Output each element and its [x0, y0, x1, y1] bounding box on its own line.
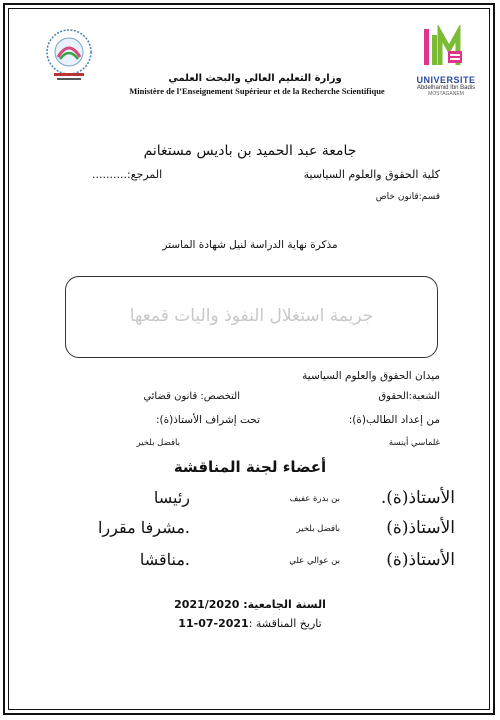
defense-date-label: تاريخ المناقشة : — [248, 617, 322, 630]
university-name: جامعة عبد الحميد بن باديس مستغانم — [143, 143, 357, 159]
committee-member-name: بن عوالي علي — [289, 556, 340, 566]
supervisor-label: تحت إشراف الأستاذ(ة): — [156, 414, 260, 426]
prepared-by-label: من إعداد الطالب(ة): — [348, 414, 440, 426]
student-name: غلماسي أينسة — [388, 438, 440, 448]
committee-title: أعضاء لجنة المناقشة — [173, 458, 327, 476]
defense-date — [100, 617, 400, 630]
committee-member-prefix: الأستاذ(ة) — [386, 518, 455, 538]
reference-field: المرجع:.......... — [92, 168, 163, 181]
defense-date-value: 2021-07-11 — [178, 617, 249, 630]
committee-member-name: بن بدرة عفيف — [289, 494, 340, 504]
committee-member-role: رئيسا — [153, 488, 190, 507]
thesis-title: جريمة استغلال النفوذ واليات قمعها — [129, 306, 374, 326]
committee-member-prefix: الأستاذ(ة) — [386, 550, 455, 570]
supervisor-name: بافضل بلخير — [136, 438, 180, 448]
committee-member-name: بافضل بلخير — [296, 524, 340, 534]
university-logo-caption — [406, 76, 486, 97]
academic-year: السنة الجامعية: 2021/2020 — [174, 598, 326, 611]
university-seal-icon — [40, 25, 98, 87]
committee-member-prefix: الأستاذ(ة). — [380, 488, 455, 508]
ministry-name-arabic: وزارة التعليم العالي والبحث العلمي — [168, 73, 342, 84]
committee-member-role: .مشرفا مقررا — [97, 518, 190, 537]
thesis-type: مذكرة نهاية الدراسة لنيل شهادة الماستر — [162, 239, 338, 251]
faculty-name: كلية الحقوق والعلوم السياسية — [303, 168, 440, 181]
university-um-logo-icon — [418, 25, 470, 75]
field-of-study: ميدان الحقوق والعلوم السياسية — [302, 370, 440, 382]
branch: الشعبة:الحقوق — [378, 391, 440, 402]
committee-member-role: .مناقشا — [139, 550, 190, 569]
department-name: قسم:قانون خاص — [375, 192, 440, 202]
ministry-name-french: Ministère de l’Enseignement Supérieur et de la Recherche Scientifique — [129, 86, 385, 96]
univ-logo-line2: Abdelhamid Ibn Badis — [416, 85, 476, 92]
univ-logo-line3: MOSTAGANEM — [428, 90, 464, 97]
univ-logo-line1: UNIVERSITE — [416, 75, 476, 85]
specialty: التخصص: قانون قضائي — [143, 391, 240, 402]
